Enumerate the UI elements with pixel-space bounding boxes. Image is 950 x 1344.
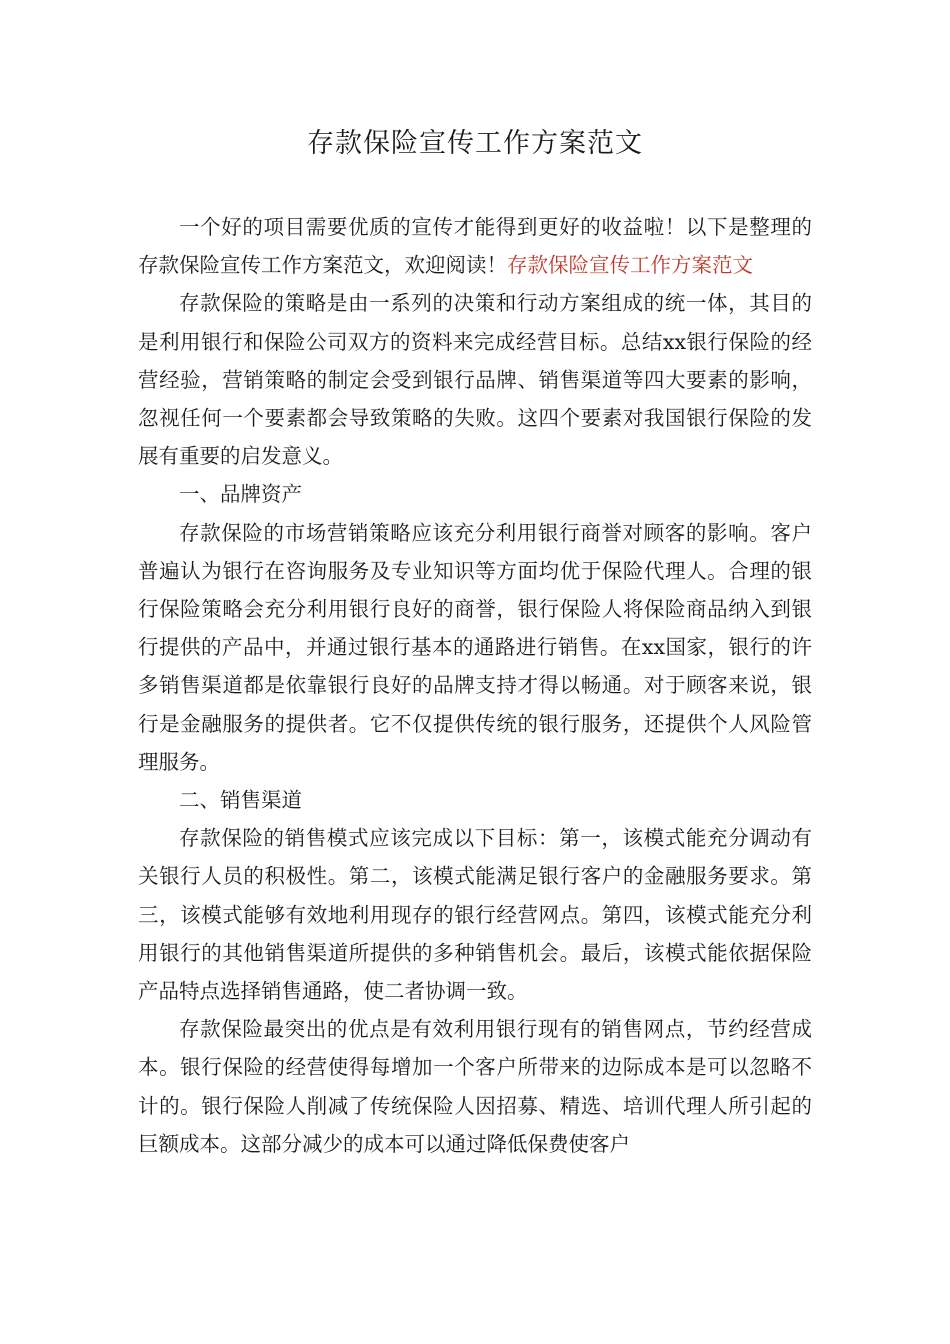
- paragraph-brand: 存款保险的市场营销策略应该充分利用银行商誉对顾客的影响。客户普遍认为银行在咨询服务及专业知识等方面均优于保险代理人。合理的银行保险策略会充分利用银行良好的商誉，银行保险人将保险商品纳入到银行提供的产品中，并通过银行基本的通路进行销售。在xx国家，银行的许多销售渠道都是依靠银行良好的品牌支持才得以畅通。对于顾客来说，银行是金融服务的提供者。它不仅提供传统的银行服务，还提供个人风险管理服务。: [138, 520, 812, 774]
- intro-paragraph: [138, 208, 812, 284]
- document-title: 存款保险宣传工作方案范文: [307, 128, 643, 159]
- intro-text: 一个好的项目需要优质的宣传才能得到更好的收益啦！以下是整理的存款保险宣传工作方案范文，欢迎阅读！: [138, 215, 812, 278]
- section-heading-brand: 一、品牌资产: [179, 482, 302, 507]
- paragraph-channel-goals: 存款保险的销售模式应该完成以下目标：第一，该模式能充分调动有关银行人员的积极性。第二，该模式能满足银行客户的金融服务要求。第三，该模式能够有效地利用现存的银行经营网点。第四，该模式能充分利用银行的其他销售渠道所提供的多种销售机会。最后，该模式能依据保险产品特点选择销售通路，使二者协调一致。: [138, 826, 812, 1004]
- title-link[interactable]: 存款保险宣传工作方案范文: [507, 253, 753, 278]
- paragraph-strategy: 存款保险的策略是由一系列的决策和行动方案组成的统一体，其目的是利用银行和保险公司双方的资料来完成经营目标。总结xx银行保险的经营经验，营销策略的制定会受到银行品牌、销售渠道等四大要素的影响，忽视任何一个要素都会导致策略的失败。这四个要素对我国银行保险的发展有重要的启发意义。: [138, 291, 812, 469]
- document-body: [138, 208, 812, 1163]
- section-heading-channel: 二、销售渠道: [179, 788, 302, 813]
- paragraph-channel-advantage: 存款保险最突出的优点是有效利用银行现有的销售网点，节约经营成本。银行保险的经营使得每增加一个客户所带来的边际成本是可以忽略不计的。银行保险人削减了传统保险人因招募、精选、培训代理人所引起的巨额成本。这部分减少的成本可以通过降低保费使客户: [138, 1017, 812, 1156]
